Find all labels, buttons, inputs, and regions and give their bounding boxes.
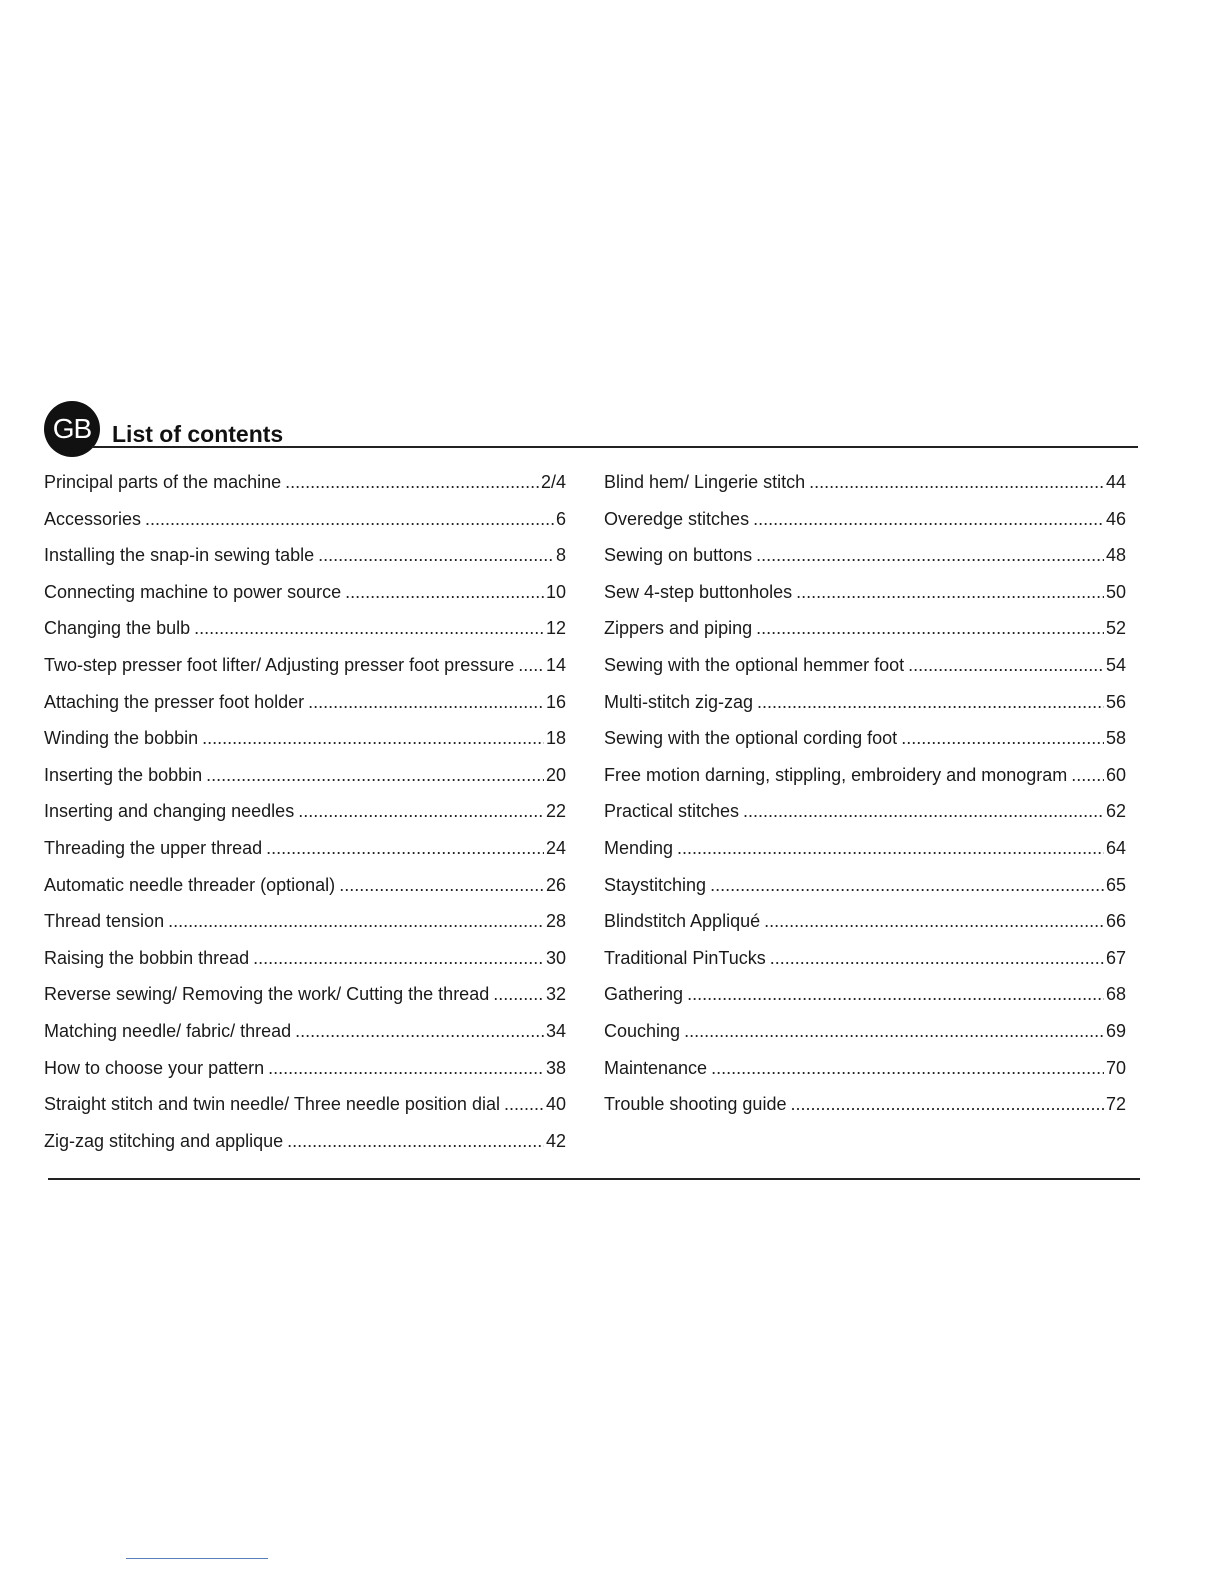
- dot-leader: [1071, 763, 1104, 787]
- toc-entry-page: 56: [1105, 691, 1126, 712]
- dot-leader: [202, 726, 544, 750]
- toc-entry[interactable]: [44, 543, 566, 580]
- toc-entry[interactable]: [604, 763, 1126, 800]
- toc-entry-title: Mending: [604, 837, 674, 858]
- dot-leader: [295, 1019, 544, 1043]
- toc-entry[interactable]: [604, 946, 1126, 983]
- toc-entry-page: 30: [545, 947, 566, 968]
- toc-entry[interactable]: [604, 726, 1126, 763]
- toc-entry-page: 65: [1105, 874, 1126, 895]
- dot-leader: [796, 580, 1104, 604]
- toc-entry-page: 66: [1105, 911, 1126, 932]
- dot-leader: [308, 690, 544, 714]
- dot-leader: [901, 726, 1104, 750]
- toc-entry-title: How to choose your pattern: [44, 1057, 265, 1078]
- toc-entry-page: 69: [1105, 1020, 1126, 1041]
- toc-entry-title: Zippers and piping: [604, 618, 753, 639]
- toc-entry-page: 38: [545, 1057, 566, 1078]
- dot-leader: [518, 653, 544, 677]
- dot-leader: [757, 690, 1104, 714]
- header-rule: [92, 446, 1138, 448]
- toc-entry-page: 70: [1105, 1057, 1126, 1078]
- toc-entry[interactable]: [604, 470, 1126, 507]
- dot-leader: [168, 909, 544, 933]
- toc-entry-page: 10: [545, 581, 566, 602]
- toc-entry[interactable]: [604, 1019, 1126, 1056]
- toc-entry[interactable]: [44, 1019, 566, 1056]
- dot-leader: [287, 1129, 544, 1153]
- toc-entry-page: 42: [545, 1130, 566, 1151]
- toc-entry[interactable]: [604, 836, 1126, 873]
- toc-entry-title: Gathering: [604, 984, 684, 1005]
- toc-entry-title: Thread tension: [44, 911, 165, 932]
- toc-entry-page: 50: [1105, 581, 1126, 602]
- dot-leader: [743, 799, 1104, 823]
- toc-entry[interactable]: [604, 1092, 1126, 1129]
- toc-entry-page: 68: [1105, 984, 1126, 1005]
- toc-entry-title: Inserting the bobbin: [44, 764, 203, 785]
- language-badge: GB: [44, 401, 100, 457]
- toc-entry[interactable]: [44, 1129, 566, 1166]
- toc-entry[interactable]: [604, 690, 1126, 727]
- toc-entry-title: Overedge stitches: [604, 508, 750, 529]
- toc-entry-page: 52: [1105, 618, 1126, 639]
- toc-entry-page: 54: [1105, 654, 1126, 675]
- toc-entry[interactable]: [604, 909, 1126, 946]
- dot-leader: [206, 763, 544, 787]
- toc-entry-page: 64: [1105, 837, 1126, 858]
- toc-entry-title: Multi-stitch zig-zag: [604, 691, 754, 712]
- toc-entry-title: Maintenance: [604, 1057, 708, 1078]
- page-title: List of contents: [112, 420, 284, 447]
- toc-entry-title: Raising the bobbin thread: [44, 947, 250, 968]
- toc-left-column: [44, 470, 566, 1165]
- toc-entry-title: Matching needle/ fabric/ thread: [44, 1020, 292, 1041]
- toc-entry[interactable]: [604, 873, 1126, 910]
- toc-entry-title: Couching: [604, 1020, 681, 1041]
- dot-leader: [764, 909, 1104, 933]
- toc-entry[interactable]: [44, 1056, 566, 1093]
- toc-entry-page: 2/4: [540, 472, 566, 492]
- dot-leader: [710, 873, 1104, 897]
- toc-entry-page: 20: [545, 764, 566, 785]
- toc-entry[interactable]: [44, 946, 566, 983]
- toc-entry-title: Two-step presser foot lifter/ Adjusting presser foot pressure: [44, 654, 515, 675]
- dot-leader: [908, 653, 1104, 677]
- dot-leader: [253, 946, 544, 970]
- toc-entry-page: 46: [1105, 508, 1126, 529]
- toc-entry-title: Installing the snap-in sewing table: [44, 545, 315, 566]
- toc-entry-title: Attaching the presser foot holder: [44, 691, 305, 712]
- dot-leader: [790, 1092, 1104, 1116]
- dot-leader: [504, 1092, 544, 1116]
- toc-entry-title: Inserting and changing needles: [44, 801, 295, 822]
- toc-entry[interactable]: [604, 653, 1126, 690]
- dot-leader: [145, 507, 554, 531]
- toc-entry-title: Connecting machine to power source: [44, 581, 342, 602]
- dot-leader: [345, 580, 544, 604]
- toc-entry[interactable]: [44, 873, 566, 910]
- toc-entry-title: Threading the upper thread: [44, 837, 263, 858]
- toc-entry-title: Zig-zag stitching and applique: [44, 1130, 284, 1151]
- toc-entry-page: 72: [1105, 1094, 1126, 1115]
- toc-entry-page: 18: [545, 728, 566, 749]
- toc-entry-title: Changing the bulb: [44, 618, 191, 639]
- toc-entry[interactable]: [44, 653, 566, 690]
- toc-entry-title: Sewing with the optional hemmer foot: [604, 654, 905, 675]
- toc-entry-title: Reverse sewing/ Removing the work/ Cutting the thread: [44, 984, 490, 1005]
- dot-leader: [268, 1056, 544, 1080]
- dot-leader: [266, 836, 544, 860]
- toc-entry-title: Free motion darning, stippling, embroidery and monogram: [604, 764, 1068, 785]
- toc-entry[interactable]: [44, 616, 566, 653]
- toc-entry-title: Traditional PinTucks: [604, 947, 766, 968]
- toc-entry-title: Sewing on buttons: [604, 545, 753, 566]
- toc-entry[interactable]: [604, 616, 1126, 653]
- toc-entry-page: 26: [545, 874, 566, 895]
- toc-entry-page: 60: [1105, 764, 1126, 785]
- toc-entry[interactable]: [604, 580, 1126, 617]
- toc-entry-page: 14: [545, 654, 566, 675]
- toc-entry-title: Staystitching: [604, 874, 707, 895]
- toc-entry-title: Trouble shooting guide: [604, 1094, 787, 1115]
- toc-entry-page: 12: [545, 618, 566, 639]
- toc-entry-page: 24: [545, 837, 566, 858]
- toc-entry-page: 28: [545, 911, 566, 932]
- dot-leader: [753, 507, 1104, 531]
- footer-rule: [48, 1178, 1140, 1180]
- toc-entry[interactable]: [604, 799, 1126, 836]
- toc-entry[interactable]: [44, 726, 566, 763]
- dot-leader: [770, 946, 1104, 970]
- toc-entry-title: Blind hem/ Lingerie stitch: [604, 472, 806, 492]
- toc-entry[interactable]: [44, 763, 566, 800]
- dot-leader: [339, 873, 544, 897]
- dot-leader: [318, 543, 554, 567]
- toc-entry-title: Automatic needle threader (optional): [44, 874, 336, 895]
- dot-leader: [687, 982, 1104, 1006]
- dot-leader: [684, 1019, 1104, 1043]
- toc-entry[interactable]: [604, 507, 1126, 544]
- toc-entry[interactable]: [604, 1056, 1126, 1093]
- dot-leader: [298, 799, 544, 823]
- toc-entry[interactable]: [44, 507, 566, 544]
- toc-entry-page: 48: [1105, 545, 1126, 566]
- toc-entry-page: 58: [1105, 728, 1126, 749]
- toc-entry-page: 34: [545, 1020, 566, 1041]
- toc-entry-title: Sew 4-step buttonholes: [604, 581, 793, 602]
- toc-entry[interactable]: [604, 543, 1126, 580]
- toc-entry-page: 8: [555, 545, 566, 566]
- toc-entry[interactable]: [44, 580, 566, 617]
- toc-entry-title: Accessories: [44, 508, 142, 529]
- toc-entry-title: Straight stitch and twin needle/ Three needle position dial: [44, 1094, 500, 1115]
- dot-leader: [809, 470, 1104, 494]
- toc-entry-title: Practical stitches: [604, 801, 740, 822]
- toc-entry-title: Principal parts of the machine: [44, 472, 282, 492]
- toc-entry-title: Winding the bobbin: [44, 728, 199, 749]
- toc-entry-title: Sewing with the optional cording foot: [604, 728, 898, 749]
- toc-entry-page: 32: [545, 984, 566, 1005]
- toc-entry[interactable]: [44, 799, 566, 836]
- toc-entry[interactable]: [44, 690, 566, 727]
- toc-entry-page: 44: [1105, 472, 1126, 492]
- toc-entry[interactable]: [44, 470, 566, 507]
- toc-entry-title: Blindstitch Appliqué: [604, 911, 761, 932]
- toc-entry[interactable]: [44, 836, 566, 873]
- dot-leader: [493, 982, 544, 1006]
- footer-mark: [126, 1558, 268, 1559]
- toc-entry[interactable]: [44, 1092, 566, 1129]
- dot-leader: [756, 543, 1104, 567]
- toc-entry[interactable]: [604, 982, 1126, 1019]
- toc-entry-page: 62: [1105, 801, 1126, 822]
- dot-leader: [285, 470, 539, 494]
- toc-entry[interactable]: [44, 909, 566, 946]
- toc-entry-page: 6: [555, 508, 566, 529]
- dot-leader: [194, 616, 544, 640]
- toc-right-column: [604, 470, 1126, 1129]
- toc-entry[interactable]: [44, 982, 566, 1019]
- toc-entry-page: 40: [545, 1094, 566, 1115]
- toc-entry-page: 22: [545, 801, 566, 822]
- toc-entry-page: 67: [1105, 947, 1126, 968]
- toc-entry-page: 16: [545, 691, 566, 712]
- dot-leader: [677, 836, 1104, 860]
- dot-leader: [711, 1056, 1104, 1080]
- dot-leader: [756, 616, 1104, 640]
